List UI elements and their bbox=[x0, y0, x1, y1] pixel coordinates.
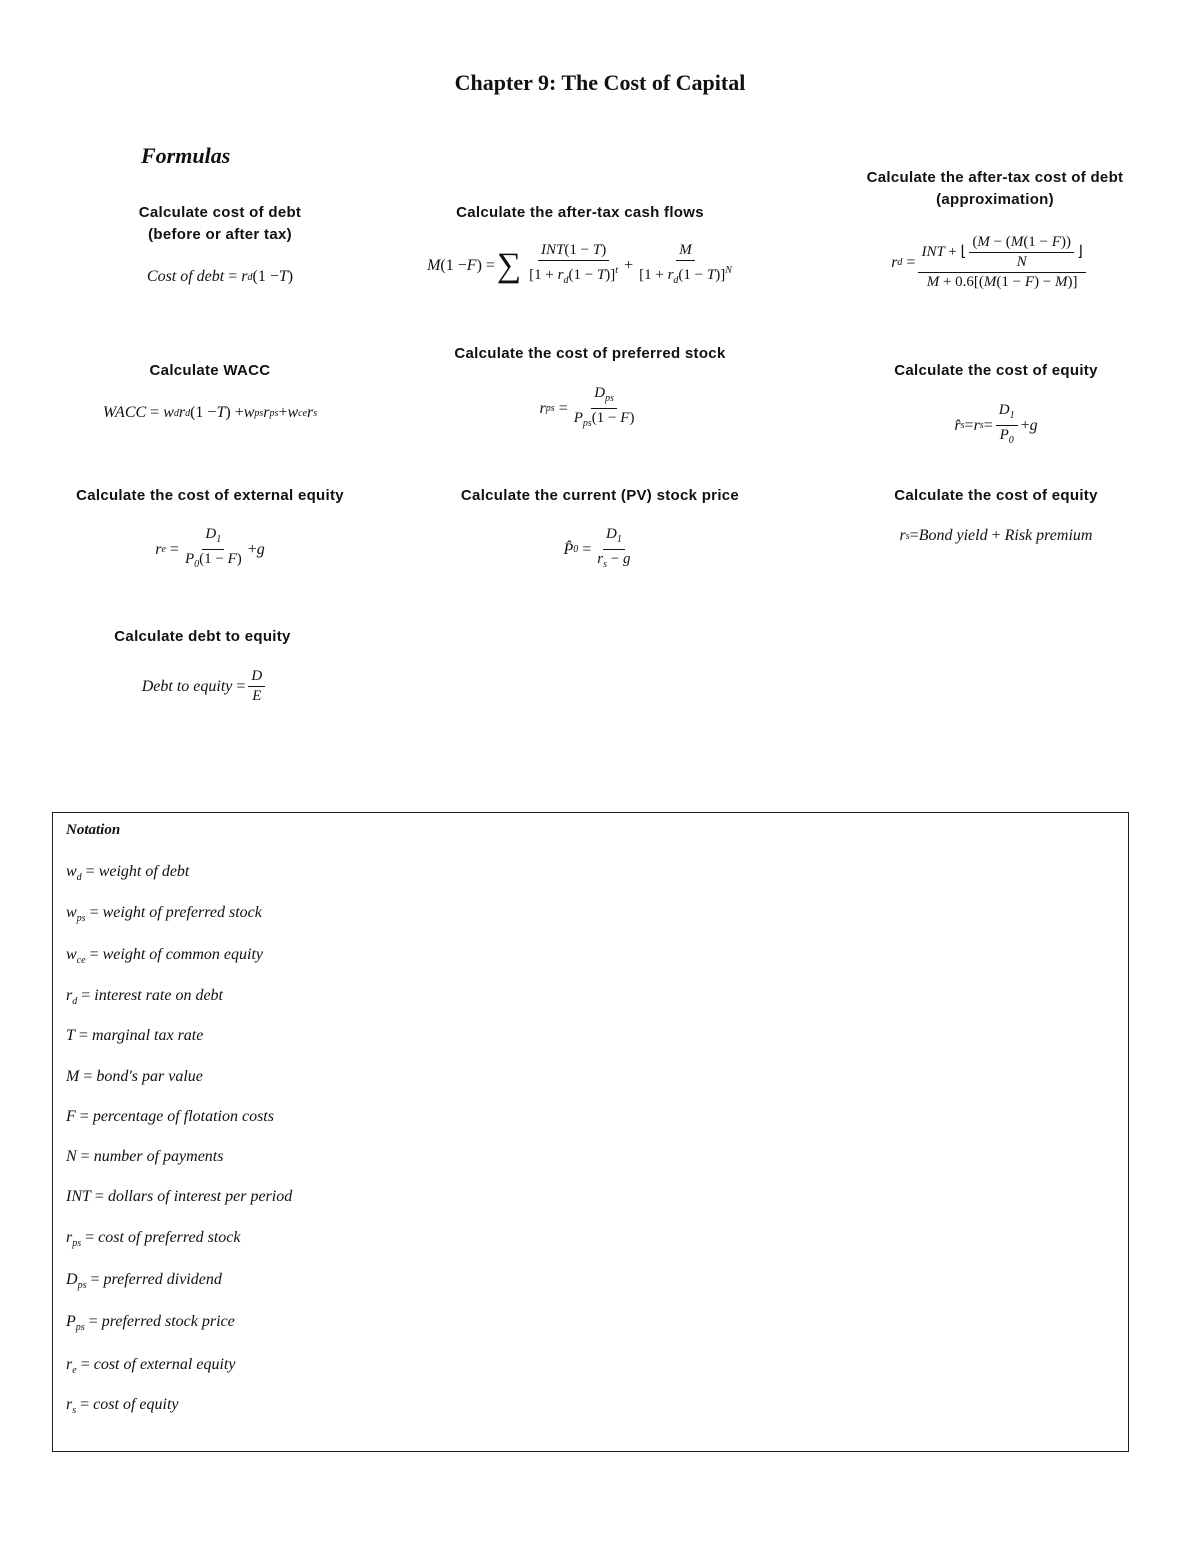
heading-stock-price: Calculate the current (PV) stock price bbox=[460, 487, 740, 504]
formula-cost-of-equity-bond: r s = Bond yield + Risk premium bbox=[899, 527, 1093, 544]
formula-stock-price: P̂ 0 = $\frac{D_1}{r_s - g}$ bbox=[563, 526, 631, 570]
notation-item: $r_e = \cos t$ of external equity bbox=[66, 1356, 236, 1377]
notation-heading: Notation bbox=[66, 822, 121, 838]
formula-cost-of-debt: Cost of debt = r d (1 − T ) bbox=[146, 268, 294, 285]
heading-after-tax-cost-of-debt: Calculate the after-tax cost of debt (approximation) bbox=[866, 169, 1124, 208]
notation-item: $r_d$ = interest rate on debt bbox=[66, 987, 223, 1008]
notation-item: $w_{ps}$ = weight of preferred stock bbox=[66, 904, 262, 925]
heading-cost-of-debt: Calculate cost of debt (before or after tax) bbox=[138, 204, 302, 243]
notation-item: $w_{ce}$ = weight of common equity bbox=[66, 946, 264, 967]
heading-external-equity: Calculate the cost of external equity bbox=[76, 487, 344, 504]
notation-box bbox=[52, 812, 1129, 1452]
notation-item: INT = dollars of interest per period bbox=[66, 1188, 293, 1205]
notation-item: M = bond's par value bbox=[66, 1068, 203, 1085]
formula-debt-to-equity: Debt to equity = $\frac{D}{E}$ bbox=[100, 668, 310, 705]
notation-item: N = number of payments bbox=[66, 1148, 224, 1165]
formula-wacc: WACC = w d r d (1 − T ) + w ps r ps + w ce r s bbox=[102, 404, 318, 421]
heading-wacc: Calculate WACC bbox=[149, 362, 271, 379]
heading-debt-to-equity: Calculate debt to equity bbox=[114, 628, 291, 645]
notation-item: T = marginal tax rate bbox=[66, 1027, 204, 1044]
formula-preferred-stock: r ps = $\frac{D_{ps}}{P_{ps}(1 - F)}$ bbox=[539, 385, 635, 429]
notation-item: $w_d$ = weight of debt bbox=[66, 863, 190, 884]
notation-item: $D_{ps}$ = preferred dividend bbox=[66, 1271, 222, 1292]
heading-cost-of-equity-dcf: Calculate the cost of equity bbox=[894, 362, 1098, 379]
formula-after-tax-cash-flows: M (1 − F ) = ∑ $\frac{\text{INT(1 − T)}}{[1 + r_d(1 - T)]^t}$ + $\frac{M}{[1 + r_d(1 - T)]^N}$ bbox=[427, 242, 732, 286]
formula-after-tax-cost-of-debt: r d = INT + ⌊ $\frac{(M - (M(1 - F))}{N}$ ⌋ M + 0.6[(M(1 − F) − M)] bbox=[840, 234, 1140, 291]
notation-item: F = percentage of flotation costs bbox=[66, 1108, 274, 1125]
notation-item: $r_s = \cos t$ of equity bbox=[66, 1396, 179, 1417]
page-title: Chapter 9: The Cost of Capital bbox=[454, 70, 746, 95]
heading-cost-of-equity-bond: Calculate the cost of equity bbox=[894, 487, 1098, 504]
formula-external-equity: r e = $\frac{D_1}{P_0(1 - F)}$ + g bbox=[155, 526, 265, 570]
notation-item: $r_{ps} = \cos t$ of preferred stock bbox=[66, 1229, 241, 1250]
heading-after-tax-cash-flows: Calculate the after-tax cash flows bbox=[456, 204, 704, 221]
heading-preferred-stock: Calculate the cost of preferred stock bbox=[454, 345, 726, 362]
section-title-formulas: Formulas bbox=[141, 143, 231, 168]
formula-cost-of-equity-dcf: r̂ s = r s = $\frac{D_1}{P_0}$ + g bbox=[954, 402, 1038, 446]
notation-item: $P_{ps}$ = preferred stock price bbox=[66, 1313, 235, 1334]
